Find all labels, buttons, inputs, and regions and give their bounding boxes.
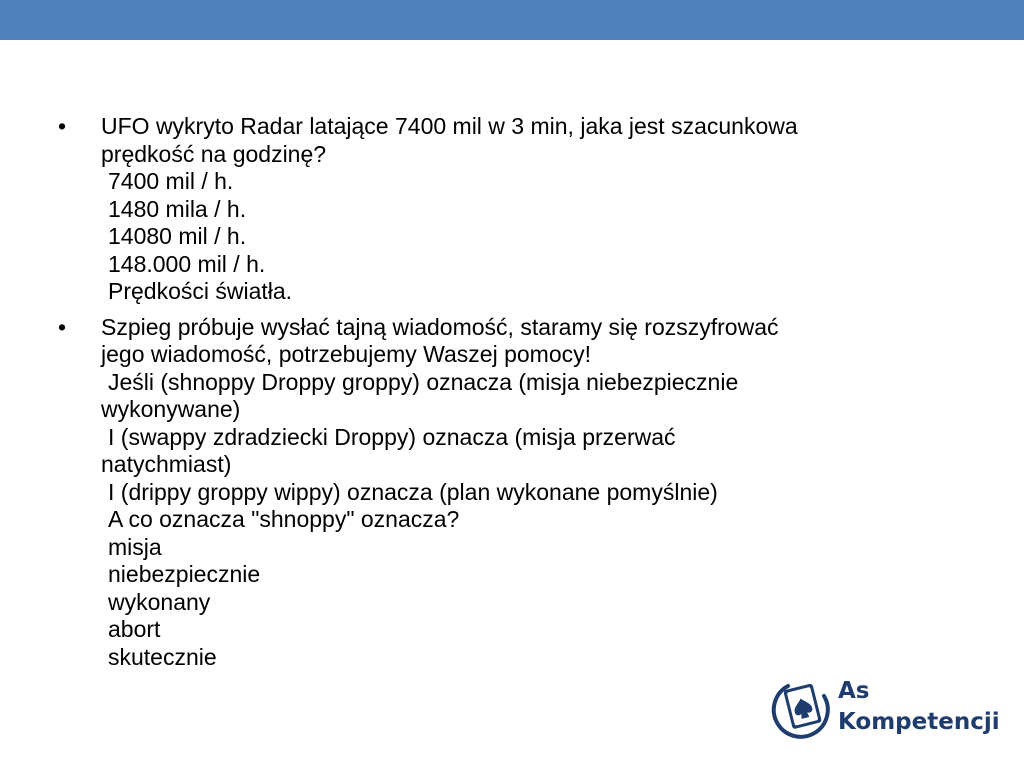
answer-option: 148.000 mil / h. — [108, 250, 266, 277]
top-bar — [0, 0, 1024, 40]
question-line: UFO wykryto Radar latające 7400 mil w 3 min, jaka jest szacunkowa — [101, 113, 798, 139]
bullet-spy-question — [58, 314, 978, 672]
answer-option: skutecznie — [108, 643, 217, 670]
spade-card-icon — [768, 672, 836, 744]
slide-content — [58, 113, 978, 679]
clue-line-continuation: wykonywane) — [101, 396, 241, 422]
question-line: Szpieg próbuje wysłać tajną wiadomość, staramy się rozszyfrować — [101, 313, 779, 340]
answer-option: 14080 mil / h. — [108, 223, 247, 249]
bullet-ufo-question — [58, 113, 978, 306]
logo-text-line2: Kompetencji — [838, 709, 1000, 735]
clue-line-continuation: natychmiast) — [101, 451, 232, 477]
answer-option: 1480 mila / h. — [108, 195, 247, 222]
clue-line: I (drippy groppy wippy) oznacza (plan wykonane pomyślnie) — [108, 478, 718, 505]
answer-option: misja — [108, 533, 162, 560]
answer-option: 7400 mil / h. — [108, 168, 234, 194]
answer-option: wykonany — [108, 588, 211, 615]
logo-text — [838, 676, 1000, 738]
question-line: jego wiadomość, potrzebujemy Waszej pomocy! — [101, 341, 592, 367]
clue-line: I (swappy zdradziecki Droppy) oznacza (misja przerwać — [108, 423, 676, 450]
bullet-dot: • — [58, 113, 67, 139]
answer-option: niebezpiecznie — [108, 561, 261, 587]
clue-line: Jeśli (shnoppy Droppy groppy) oznacza (misja niebezpiecznie — [108, 368, 739, 395]
answer-option: abort — [108, 616, 161, 642]
question-line: prędkość na godzinę? — [101, 140, 327, 167]
logo — [768, 672, 998, 744]
bullet-dot: • — [58, 313, 67, 340]
logo-text-line1: As — [838, 678, 870, 704]
question-line: A co oznacza "shnoppy" oznacza? — [108, 506, 460, 532]
answer-option: Prędkości światła. — [108, 278, 293, 304]
